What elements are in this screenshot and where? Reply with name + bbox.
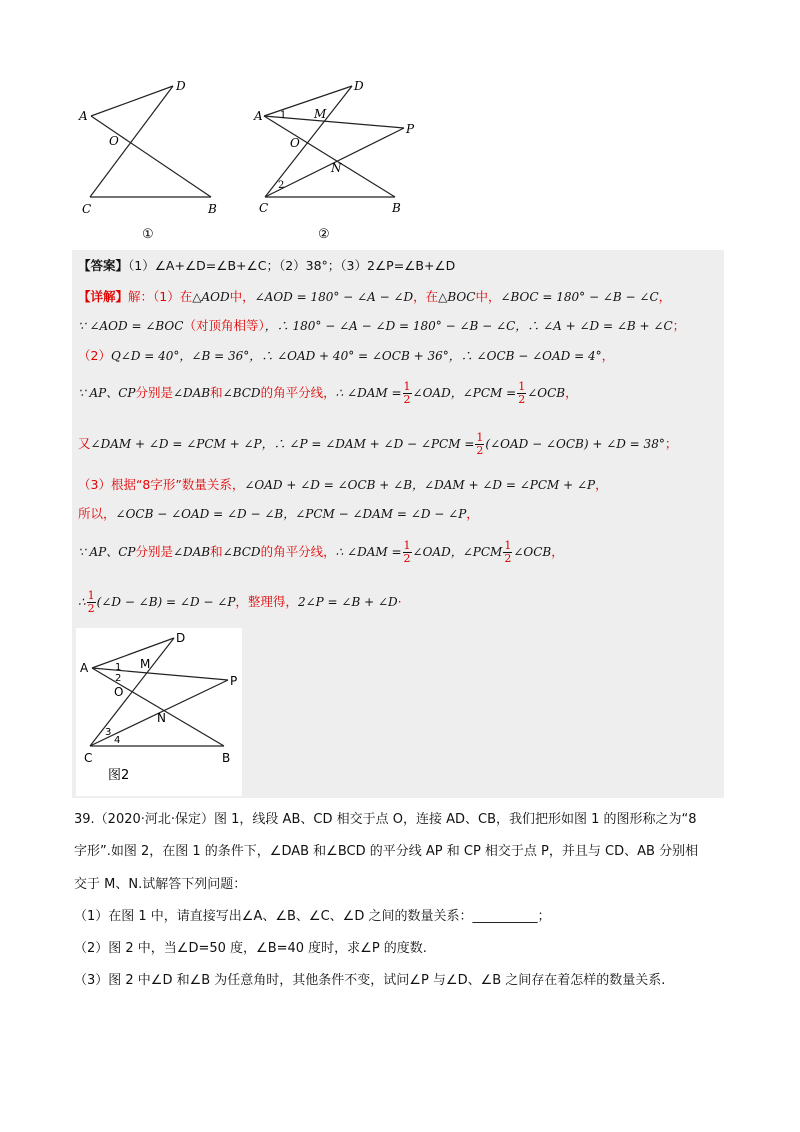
detail-4-math-6: ，∠PCM = bbox=[450, 386, 517, 400]
detail-1-math-1: △AOD bbox=[192, 290, 230, 304]
detail-2-math-1: ∵ ∠AOD = ∠BOC bbox=[78, 319, 184, 333]
fig1-caption: ① bbox=[142, 227, 154, 242]
detail-line-6 bbox=[78, 475, 608, 493]
question-line-6: （3）图 2 中∠D 和∠B 为任意角时，其他条件不变，试问∠P 与∠D、∠B 之间存在着怎样的数量关系. bbox=[74, 973, 666, 988]
fig3-angle-1: 1 bbox=[115, 662, 122, 673]
detail-9-text-b: · bbox=[397, 594, 402, 609]
detail-1-text-c: ，在 bbox=[413, 289, 439, 304]
fig1-label-c: C bbox=[82, 202, 92, 216]
detail-line-5 bbox=[78, 432, 677, 457]
detail-2-text-b: ； bbox=[672, 318, 686, 333]
detail-8-math-4: ∴ ∠DAM = bbox=[335, 545, 402, 559]
fig1-label-o: O bbox=[109, 134, 119, 148]
fraction-half bbox=[403, 540, 412, 565]
fraction-num: 1 bbox=[87, 589, 95, 602]
detail-8-text-a: 分别是 bbox=[135, 544, 173, 559]
detail-6-math-1: ∠OAD + ∠D = ∠OCB + ∠B bbox=[244, 478, 413, 492]
detail-2-math-3: ，∴ ∠A + ∠D = ∠B + ∠C bbox=[515, 319, 673, 333]
detail-8-math-2: ∠DAB bbox=[172, 545, 211, 559]
fig3-label-d: D bbox=[176, 631, 186, 645]
fig2-label-a: A bbox=[254, 109, 263, 123]
fig2-label-p: P bbox=[406, 122, 415, 136]
detail-tag: 【详解】 bbox=[78, 289, 129, 304]
fig1-label-b: B bbox=[208, 202, 217, 216]
detail-8-math-6: ，∠PCM bbox=[450, 545, 503, 559]
figure-3-diagram bbox=[76, 628, 242, 796]
detail-1-math-2: ∠AOD = 180° − ∠A − ∠D bbox=[254, 290, 414, 304]
fraction-num: 1 bbox=[504, 539, 512, 552]
detail-1-text-d: 中， bbox=[475, 289, 501, 304]
fig2-label-o: O bbox=[290, 136, 300, 150]
detail-6-text-b: ， bbox=[595, 477, 608, 492]
detail-1-text-b: 中， bbox=[229, 289, 255, 304]
fraction-num: 1 bbox=[403, 380, 411, 393]
detail-9-math-1: ∴ bbox=[78, 595, 86, 609]
detail-8-math-5: ∠OAD bbox=[412, 545, 451, 559]
detail-2-text-a: （对顶角相等） bbox=[183, 318, 265, 333]
detail-4-math-7: ∠OCB bbox=[527, 386, 566, 400]
fraction-den: 2 bbox=[403, 552, 411, 565]
detail-3-math-3: ，∴ ∠OAD + 40° = ∠OCB + 36° bbox=[249, 349, 449, 363]
detail-9-text-a: ，整理得， bbox=[235, 594, 298, 609]
fraction-den: 2 bbox=[403, 393, 411, 406]
detail-1-math-4: ∠BOC = 180° − ∠B − ∠C bbox=[500, 290, 659, 304]
detail-4-math-3: ∠BCD bbox=[222, 386, 261, 400]
detail-7-text-b: ， bbox=[466, 506, 479, 521]
fig2-label-c: C bbox=[259, 201, 269, 215]
fraction-den: 2 bbox=[476, 444, 484, 457]
fig3-label-p: P bbox=[230, 674, 238, 688]
detail-6-text-a: （3）根据“8字形”数量关系， bbox=[78, 477, 245, 492]
answer-tag: 【答案】 bbox=[78, 258, 129, 273]
fraction-num: 1 bbox=[403, 539, 411, 552]
detail-8-math-1: ∵ AP、CP bbox=[78, 545, 136, 559]
fig3-label-m: M bbox=[140, 657, 151, 671]
detail-7-math-1: ∠OCB − ∠OAD = ∠D − ∠B bbox=[115, 507, 284, 521]
fig3-label-a: A bbox=[80, 661, 89, 675]
fig3-label-b: B bbox=[222, 751, 231, 765]
fig3-angle-2: 2 bbox=[115, 673, 122, 684]
detail-4-math-1: ∵ AP、CP bbox=[78, 386, 136, 400]
detail-line-3 bbox=[78, 346, 614, 364]
detail-8-text-d: ， bbox=[551, 544, 564, 559]
fig2-angle-1: 1 bbox=[280, 110, 287, 121]
detail-line-8 bbox=[78, 540, 564, 565]
detail-3-math-1: Q∠D = 40° bbox=[110, 349, 180, 363]
fig3-caption: 图2 bbox=[108, 768, 130, 783]
detail-3-text-b: ， bbox=[601, 348, 615, 363]
detail-line-1 bbox=[78, 287, 671, 305]
figure-1-diagram bbox=[76, 76, 226, 244]
detail-4-math-5: ∠OAD bbox=[412, 386, 451, 400]
fig1-label-a: A bbox=[79, 109, 88, 123]
detail-4-math-4: ∴ ∠DAM = bbox=[335, 386, 402, 400]
figure-2-diagram bbox=[250, 76, 420, 244]
detail-5-text-a: 又 bbox=[78, 436, 91, 451]
detail-4-text-c: 的角平分线， bbox=[260, 385, 336, 400]
detail-8-math-3: ∠BCD bbox=[222, 545, 261, 559]
figure-1 bbox=[76, 76, 226, 244]
detail-3-math-4: ，∴ ∠OCB − ∠OAD = 4° bbox=[448, 349, 602, 363]
detail-2-math-2: ，∴ 180° − ∠A − ∠D = 180° − ∠B − ∠C bbox=[264, 319, 516, 333]
detail-1-text-e: ， bbox=[658, 289, 672, 304]
detail-line-4 bbox=[78, 381, 578, 406]
detail-3-text-a: （2） bbox=[78, 348, 111, 363]
fig3-angle-3: 3 bbox=[105, 727, 112, 738]
fraction-half bbox=[503, 540, 512, 565]
detail-4-text-b: 和 bbox=[210, 385, 223, 400]
detail-9-math-3: 2∠P = ∠B + ∠D bbox=[297, 595, 398, 609]
question-line-3: 交于 M、N.试解答下列问题： bbox=[74, 877, 247, 892]
fig3-angle-4: 4 bbox=[114, 735, 121, 746]
fig2-label-b: B bbox=[392, 201, 401, 215]
detail-9-math-2: (∠D − ∠B) = ∠D − ∠P bbox=[96, 595, 236, 609]
fraction-den: 2 bbox=[518, 393, 526, 406]
fraction-den: 2 bbox=[87, 602, 95, 615]
detail-line-7 bbox=[78, 504, 479, 522]
answer-line bbox=[78, 256, 455, 274]
fraction-den: 2 bbox=[504, 552, 512, 565]
detail-8-text-c: 的角平分线， bbox=[260, 544, 336, 559]
fig2-label-m: M bbox=[314, 107, 327, 121]
detail-5-text-b: ； bbox=[664, 436, 678, 451]
detail-line-2 bbox=[78, 316, 685, 334]
fig3-label-n: N bbox=[157, 711, 166, 725]
question-line-4: （1）在图 1 中，请直接写出∠A、∠B、∠C、∠D 之间的数量关系：__________； bbox=[74, 909, 551, 924]
detail-4-math-2: ∠DAB bbox=[172, 386, 211, 400]
detail-6-math-2: ，∠DAM + ∠D = ∠PCM + ∠P bbox=[412, 478, 596, 492]
fraction-half bbox=[403, 381, 412, 406]
fraction-half bbox=[87, 590, 96, 615]
detail-1-math-3: △BOC bbox=[438, 290, 476, 304]
fig2-label-d: D bbox=[354, 79, 364, 93]
fig3-label-c: C bbox=[84, 751, 93, 765]
detail-3-math-2: ，∠B = 36° bbox=[179, 349, 250, 363]
question-line-1: 39.（2020·河北·保定）图 1，线段 AB、CD 相交于点 O，连接 AD、CB，我们把形如图 1 的图形称之为“8 bbox=[74, 812, 697, 827]
figure-2 bbox=[250, 76, 420, 244]
fig1-label-d: D bbox=[176, 79, 186, 93]
detail-8-text-b: 和 bbox=[210, 544, 223, 559]
detail-5-math-1: ∠DAM + ∠D = ∠PCM + ∠P bbox=[90, 437, 262, 451]
fraction-num: 1 bbox=[476, 431, 484, 444]
detail-line-9 bbox=[78, 590, 402, 615]
fig3-label-o: O bbox=[114, 685, 124, 699]
detail-5-math-2: ，∴ ∠P = ∠DAM + ∠D − ∠PCM = bbox=[261, 437, 475, 451]
fig2-angle-2: 2 bbox=[278, 180, 285, 191]
detail-7-text-a: 所以， bbox=[78, 506, 116, 521]
fraction-num: 1 bbox=[518, 380, 526, 393]
detail-7-math-2: ，∠PCM − ∠DAM = ∠D − ∠P bbox=[283, 507, 467, 521]
detail-4-text-a: 分别是 bbox=[135, 385, 173, 400]
detail-1-text-a: 解：（1）在 bbox=[128, 289, 193, 304]
figure-3 bbox=[76, 628, 242, 796]
detail-5-math-3: (∠OAD − ∠OCB) + ∠D = 38° bbox=[485, 437, 665, 451]
fraction-half bbox=[475, 432, 484, 457]
fraction-half bbox=[517, 381, 526, 406]
question-line-5: （2）图 2 中，当∠D=50 度，∠B=40 度时，求∠P 的度数. bbox=[74, 941, 427, 956]
question-line-2: 字形”.如图 2，在图 1 的条件下，∠DAB 和∠BCD 的平分线 AP 和 CP 相交于点 P，并且与 CD、AB 分别相 bbox=[74, 844, 699, 859]
fig2-caption: ② bbox=[318, 227, 330, 242]
detail-8-math-7: ∠OCB bbox=[513, 545, 552, 559]
detail-4-text-d: ， bbox=[565, 385, 578, 400]
fig2-label-n: N bbox=[331, 161, 342, 175]
answer-text: （1）∠A+∠D=∠B+∠C；（2）38°；（3）2∠P=∠B+∠D bbox=[128, 258, 456, 273]
